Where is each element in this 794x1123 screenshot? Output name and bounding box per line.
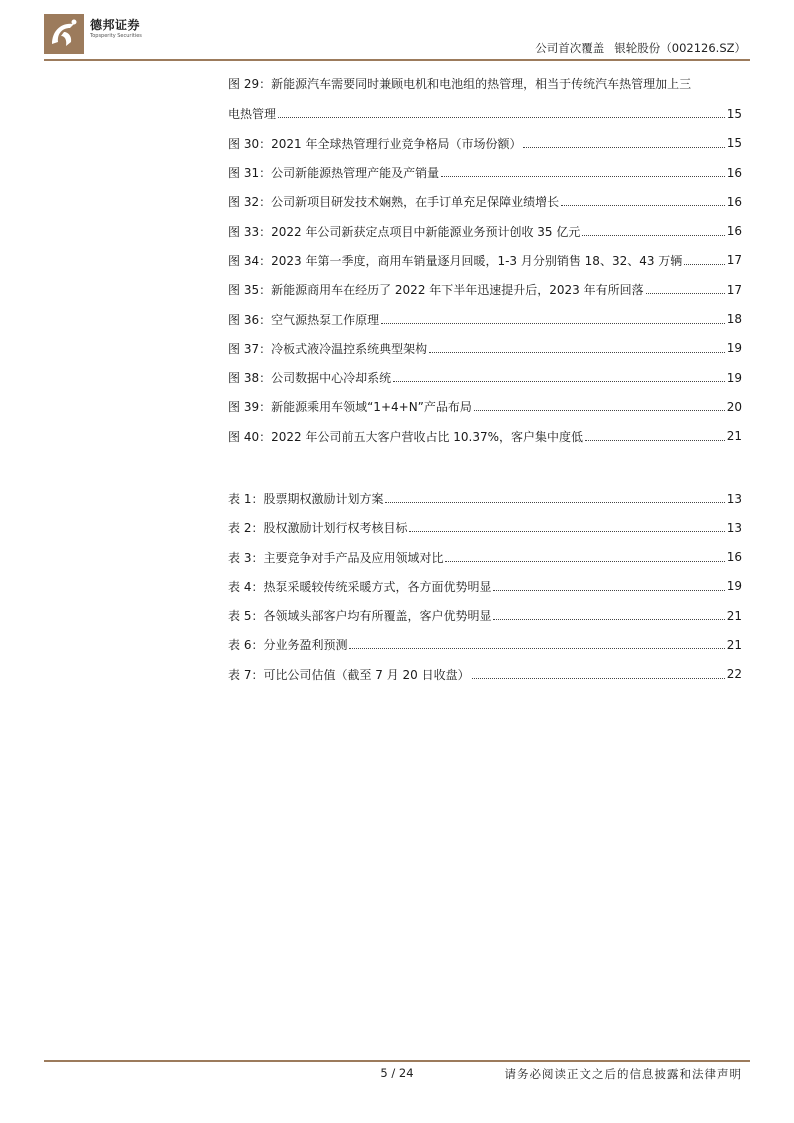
toc-label: 表 2：	[228, 521, 264, 536]
footer-divider	[44, 1060, 750, 1062]
toc-label: 图 29：	[228, 77, 272, 91]
dot-leader	[561, 205, 725, 206]
page-number: 5 / 24	[380, 1066, 414, 1080]
toc-label: 图 31：	[228, 166, 272, 181]
toc-title: 股票期权激励计划方案	[263, 492, 384, 506]
toc-page-number: 21	[726, 637, 742, 652]
toc-table-entry[interactable]	[228, 660, 742, 689]
toc-title: 新能源汽车需要同时兼顾电机和电池组的热管理，相当于传统汽车热管理加上三	[271, 77, 692, 91]
toc-title: 冷板式液冷温控系统典型架构	[271, 341, 428, 356]
toc-title-continued: 电热管理	[228, 107, 277, 122]
toc-label: 表 7：	[228, 667, 264, 682]
toc-label: 表 6：	[228, 638, 264, 653]
company-ticker: 银轮股份（002126.SZ）	[614, 41, 746, 55]
dot-leader	[441, 176, 725, 177]
toc-table-entry[interactable]	[228, 484, 742, 513]
header-report-info	[525, 40, 746, 56]
dot-leader	[585, 440, 725, 441]
toc-figure-entry[interactable]	[228, 392, 742, 421]
toc-page-number: 18	[726, 312, 742, 327]
toc-figure-entry[interactable]	[228, 334, 742, 363]
toc-label: 图 39：	[228, 400, 272, 415]
toc-label: 图 34：	[228, 253, 272, 268]
toc-title: 新能源乘用车领域“1+4+N”产品布局	[271, 400, 472, 415]
dot-leader	[409, 531, 724, 532]
toc-table-entry[interactable]	[228, 572, 742, 601]
toc-figure-entry[interactable]	[228, 304, 742, 333]
toc-page-number: 13	[726, 520, 742, 535]
toc-title: 公司数据中心冷却系统	[271, 371, 392, 386]
toc-label: 图 35：	[228, 283, 272, 298]
toc-title: 可比公司估值（截至 7 月 20 日收盘）	[263, 667, 470, 682]
company-logo	[44, 14, 184, 54]
dot-leader	[393, 381, 725, 382]
header-divider	[44, 59, 750, 61]
toc-title: 分业务盈利预测	[263, 638, 348, 653]
table-of-contents	[228, 70, 742, 689]
toc-figure-entry[interactable]	[228, 246, 742, 275]
toc-page-number: 16	[726, 194, 742, 209]
toc-page-number: 16	[726, 165, 742, 180]
toc-title: 热泵采暖较传统采暖方式，各方面优势明显	[263, 579, 492, 594]
dot-leader	[278, 117, 725, 118]
toc-label: 表 4：	[228, 579, 264, 594]
toc-page-number: 17	[726, 282, 742, 297]
toc-figure-entry[interactable]	[228, 70, 742, 129]
page-header	[44, 14, 750, 58]
toc-figure-entry[interactable]	[228, 129, 742, 158]
toc-title: 新能源商用车在经历了 2022 年下半年迅速提升后，2023 年有所回落	[271, 283, 644, 298]
toc-page-number: 22	[726, 667, 742, 682]
toc-figure-entry[interactable]	[228, 216, 742, 245]
logo-icon	[44, 14, 84, 54]
toc-title: 2023 年第一季度，商用车销量逐月回暖，1-3 月分别销售 18、32、43 万辆	[271, 253, 683, 268]
dot-leader	[472, 678, 725, 679]
toc-page-number: 21	[726, 429, 742, 444]
toc-figure-entry[interactable]	[228, 422, 742, 451]
toc-page-number: 19	[726, 579, 742, 594]
toc-label: 图 33：	[228, 224, 272, 239]
toc-title: 股权激励计划行权考核目标	[263, 521, 408, 536]
toc-table-entry[interactable]	[228, 630, 742, 659]
toc-label: 表 3：	[228, 550, 264, 565]
dot-leader	[646, 293, 725, 294]
toc-page-number: 20	[726, 399, 742, 414]
toc-label: 图 37：	[228, 341, 272, 356]
toc-page-number: 16	[726, 550, 742, 565]
logo-name-en: Topsperity Securities	[90, 33, 142, 39]
toc-page-number: 13	[726, 491, 742, 506]
toc-page-number: 19	[726, 341, 742, 356]
toc-page-number: 17	[726, 253, 742, 268]
toc-page-number: 16	[726, 224, 742, 239]
dot-leader	[429, 352, 725, 353]
toc-label: 图 40：	[228, 429, 272, 444]
toc-title: 空气源热泵工作原理	[271, 312, 380, 327]
toc-table-entry[interactable]	[228, 542, 742, 571]
dot-leader	[493, 619, 724, 620]
toc-title: 各领域头部客户均有所覆盖，客户优势明显	[263, 609, 492, 624]
toc-figure-entry[interactable]	[228, 363, 742, 392]
dot-leader	[385, 502, 724, 503]
dot-leader	[474, 410, 725, 411]
section-gap	[228, 451, 742, 484]
toc-page-number: 21	[726, 608, 742, 623]
toc-table-entry[interactable]	[228, 601, 742, 630]
toc-title: 主要竞争对手产品及应用领域对比	[263, 550, 444, 565]
toc-label: 表 5：	[228, 609, 264, 624]
toc-title: 2022 年公司新获定点项目中新能源业务预计创收 35 亿元	[271, 224, 581, 239]
toc-figure-entry[interactable]	[228, 275, 742, 304]
toc-figure-entry[interactable]	[228, 187, 742, 216]
logo-name-cn: 德邦证券	[90, 18, 141, 32]
toc-label: 图 32：	[228, 195, 272, 210]
toc-title: 公司新项目研发技术娴熟，在手订单充足保障业绩增长	[271, 195, 560, 210]
dot-leader	[523, 147, 724, 148]
dot-leader	[349, 648, 724, 649]
toc-figure-entry[interactable]	[228, 158, 742, 187]
dot-leader	[445, 561, 724, 562]
dot-leader	[684, 264, 724, 265]
toc-page-number: 15	[726, 106, 742, 121]
dot-leader	[493, 590, 724, 591]
toc-title: 公司新能源热管理产能及产销量	[271, 166, 440, 181]
toc-table-entry[interactable]	[228, 513, 742, 542]
toc-label: 图 36：	[228, 312, 272, 327]
dot-leader	[582, 235, 724, 236]
report-type: 公司首次覆盖	[535, 41, 605, 55]
dot-leader	[381, 323, 725, 324]
toc-title: 2021 年全球热管理行业竞争格局（市场份额）	[271, 136, 522, 151]
toc-page-number: 15	[726, 136, 742, 151]
toc-label: 图 30：	[228, 136, 272, 151]
toc-page-number: 19	[726, 370, 742, 385]
toc-title: 2022 年公司前五大客户营收占比 10.37%，客户集中度低	[271, 429, 584, 444]
toc-label: 表 1：	[228, 492, 264, 506]
toc-label: 图 38：	[228, 371, 272, 386]
legal-disclaimer: 请务必阅读正文之后的信息披露和法律声明	[504, 1067, 742, 1081]
